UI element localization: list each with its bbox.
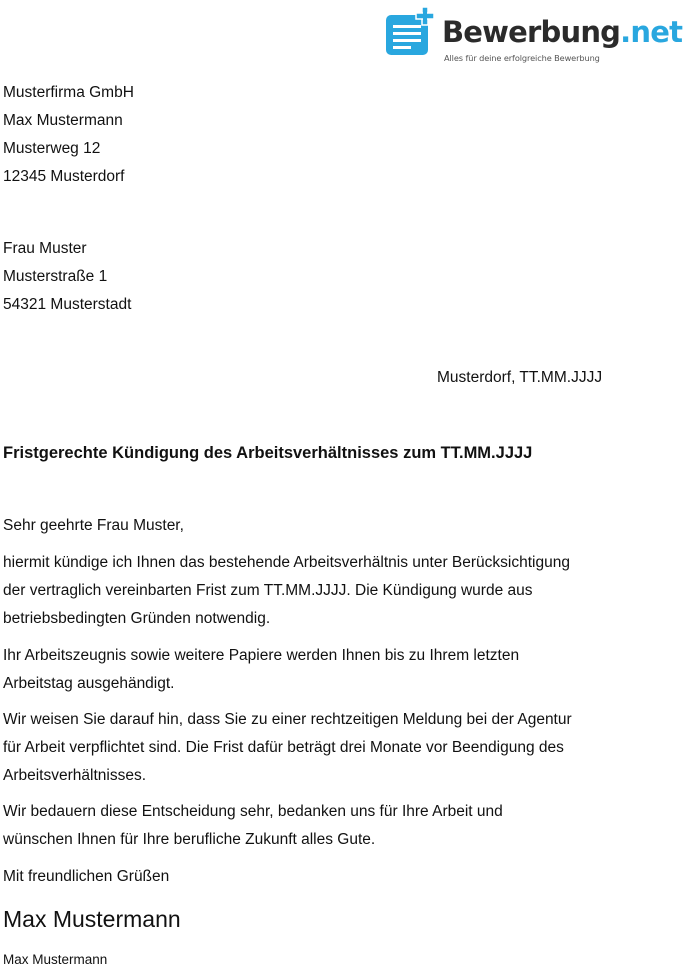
body-paragraph	[3, 549, 570, 633]
sender-line: Musterfirma GmbH	[3, 84, 134, 101]
paragraph-line: hiermit kündige ich Ihnen das bestehende Arbeitsverhältnis unter Berücksichtigung	[3, 554, 570, 571]
document-star-icon	[386, 4, 438, 58]
paragraph-line: Wir weisen Sie darauf hin, dass Sie zu einer rechtzeitigen Meldung bei der Agentur	[3, 711, 572, 728]
subject-line: Fristgerechte Kündigung des Arbeitsverhältnisses zum TT.MM.JJJJ	[3, 444, 533, 462]
paragraph-line: der vertraglich vereinbarten Frist zum TT.MM.JJJJ. Die Kündigung wurde aus	[3, 582, 533, 599]
sender-line: 12345 Musterdorf	[3, 168, 125, 185]
recipient-address	[3, 235, 131, 319]
signature: Max Mustermann	[3, 906, 181, 932]
paragraph-line: Ihr Arbeitszeugnis sowie weitere Papiere werden Ihnen bis zu Ihrem letzten	[3, 647, 520, 664]
logo-wordmark	[442, 14, 682, 50]
recipient-line: 54321 Musterstadt	[3, 296, 132, 313]
body-paragraph	[3, 798, 503, 854]
paragraph-line: wünschen Ihnen für Ihre berufliche Zukunft alles Gute.	[3, 831, 376, 848]
recipient-line: Musterstraße 1	[3, 268, 108, 285]
logo-tagline: Alles für deine erfolgreiche Bewerbung	[444, 53, 600, 63]
brand-logo	[386, 4, 690, 66]
recipient-line: Frau Muster	[3, 240, 87, 257]
sender-address	[3, 79, 134, 191]
paragraph-line: Arbeitstag ausgehändigt.	[3, 675, 175, 692]
logo-word-main: Bewerbung	[442, 15, 621, 49]
body-paragraph	[3, 706, 572, 790]
paragraph-line: für Arbeit verpflichtet sind. Die Frist dafür beträgt drei Monate vor Beendigung des	[3, 739, 564, 756]
paragraph-line: Arbeitsverhältnisses.	[3, 767, 147, 784]
paragraph-line: betriebsbedingten Gründen notwendig.	[3, 610, 271, 627]
closing-phrase: Mit freundlichen Grüßen	[3, 868, 170, 885]
sender-line: Max Mustermann	[3, 112, 123, 129]
body-paragraph	[3, 642, 519, 698]
sender-line: Musterweg 12	[3, 140, 101, 157]
printed-name: Max Mustermann	[3, 952, 108, 967]
logo-word-tld: .net	[620, 15, 683, 49]
salutation: Sehr geehrte Frau Muster,	[3, 517, 184, 534]
paragraph-line: Wir bedauern diese Entscheidung sehr, bedanken uns für Ihre Arbeit und	[3, 803, 503, 820]
date-line: Musterdorf, TT.MM.JJJJ	[437, 369, 603, 386]
